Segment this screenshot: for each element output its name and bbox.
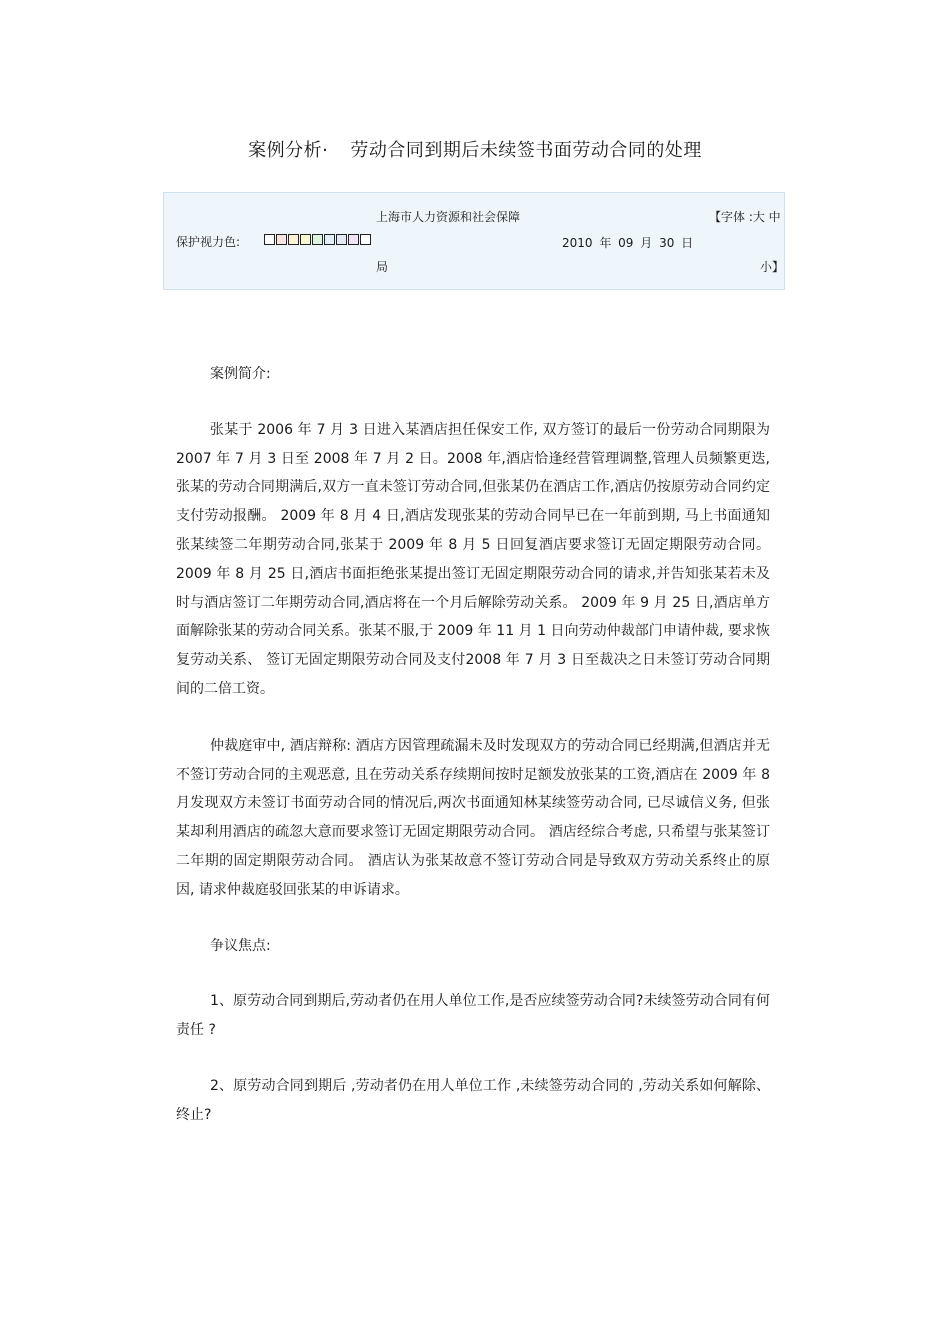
case-paragraph: 张某于 2006 年 7 月 3 日进入某酒店担任保安工作, 双方签订的最后一份劳动合同期限为 2007 年 7 月 3 日至 2008 年 7 月 2 日。2008 年,酒店恰逢经营管理调整,管理人员频繁更迭,张某的劳动合同期满后,双方一直未签订劳动合同,但张某仍在酒店工作,酒店仍按原劳动合同约定支付劳动报酬。 2009 年 8 月 4 日,酒店发现张某的劳动合同早已在一年前到期, 马上书面通知张某续签二年期劳动合同,张某于 2009 年 8 月 5 日回复酒店要求签订无固定期限劳动合同。 2009 年 8 月 25 日,酒店书面拒绝张某提出签订无固定期限劳动合同的请求,并告知张某若未及时与酒店签订二年期劳动合同,酒店将在一个月后解除劳动关系。 2009 年 9 月 25 日,酒店单方面解除张某的劳动合同关系。张某不服,于 2009 年 11 月 1 日向劳动仲裁部门申请仲裁, 要求恢复劳动关系、 签订无固定期限劳动合同及支付2008 年 7 月 3 日至裁决之日未签订劳动合同期间的二倍工资。 [176,421,770,697]
color-swatch-8[interactable] [348,234,359,245]
publish-date: 2010 年 09 月 30 日 [562,236,694,250]
font-size-selector[interactable]: 【字体 :大 中 [709,210,781,224]
color-swatch-2[interactable] [276,234,287,245]
article-info-box [163,192,785,290]
document-title [0,136,950,162]
color-swatch-1[interactable] [264,234,275,245]
section-heading-intro: 案例简介: [210,366,271,382]
color-swatch-9[interactable] [360,234,371,245]
dispute-issue-1: 1、原劳动合同到期后,劳动者仍在用人单位工作,是否应续签劳动合同?未续签劳动合同有何责任 ? [176,993,770,1039]
source-line-1: 上海市人力资源和社会保障 [376,210,521,224]
section-heading-dispute: 争议焦点: [210,937,271,954]
source-line-2: 局 [376,260,389,274]
dispute-issue-2: 2、原劳动合同到期后 ,劳动者仍在用人单位工作 ,未续签劳动合同的 ,劳动关系如何解除、终止? [176,1077,770,1123]
title-prefix: 案例分析· [248,140,329,161]
color-swatch-4[interactable] [300,234,311,245]
color-swatch-6[interactable] [324,234,335,245]
article-body [176,360,770,1130]
color-swatch-7[interactable] [336,234,347,245]
font-size-selector-small[interactable]: 小】 [760,260,785,274]
color-swatch-5[interactable] [312,234,323,245]
arbitration-paragraph: 仲裁庭审中, 酒店辩称: 酒店方因管理疏漏未及时发现双方的劳动合同已经期满,但酒店并无不签订劳动合同的主观恶意, 且在劳动关系存续期间按时足额发放张某的工资,酒店在 2009 年 8 月发现双方未签订书面劳动合同的情况后,两次书面通知林某续签劳动合同, 已尽诚信义务, 但张某却利用酒店的疏忽大意而要求签订无固定期限劳动合同。 酒店经综合考虑, 只希望与张某签订二年期的固定期限劳动合同。 酒店认为张某故意不签订劳动合同是导致双方劳动关系终止的原因, 请求仲裁庭驳回张某的申诉请求。 [176,737,770,898]
color-swatch-3[interactable] [288,234,299,245]
eye-protection-color-swatches [264,234,371,245]
eye-protection-label: 保护视力色: [176,235,241,249]
title-main: 劳动合同到期后未续签书面劳动合同的处理 [350,140,702,161]
